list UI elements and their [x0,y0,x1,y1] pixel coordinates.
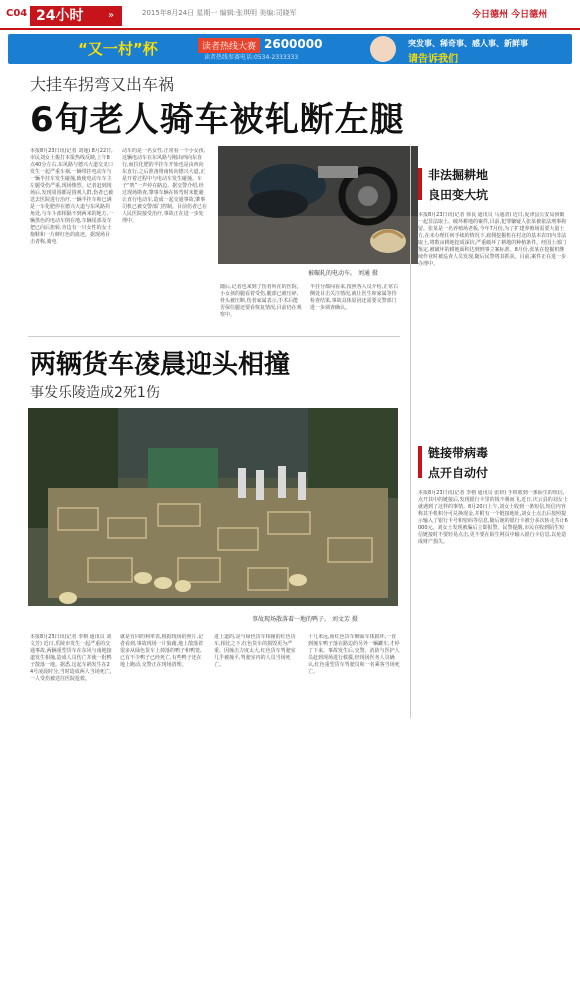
page-number: C04 [6,8,28,19]
newspaper-logo: 今日德州 今日德州 [472,10,548,20]
story1-column-2: 动车的是一名女性,正常看一个小女孩,这辆电动车在东风路与刚由西向东直行,而拉化肥的半挂车开始也是由西向东直行,之后准备将南转向德兴大道,正是开着过程中与电动车发生碰撞。车子“咣”一声停在路边。据交警介绍,经过现场勘查,肇事车辆在转弯时未能避让直行电动车,造成一起交通事故,肇事司机已被交警部门控制。目前伤者已在人民医院接受治疗,事故正在进一步处理中。 [122,148,208,224]
ad-person-image [370,36,396,62]
story1-headline: 6旬老人骑车被轧断左腿 [30,100,405,140]
ad-tag: 读者热线大赛 [198,38,260,53]
scooter-illustration [218,146,418,264]
ad-slogan: “又一村”杯 [78,40,158,58]
story2-headline: 两辆货车凌晨迎头相撞 [30,350,291,380]
story1-kicker: 大挂车拐弯又出车祸 [30,75,175,94]
sidebar-story2-body: 本报8月23日讯(记者 李榕 通讯员 张妍) 手机收到一条陌生的短信,点开其中的链接后,发现银行卡里的钱不翼而飞,近日,庆云县的刘女士就遇到了这样的事情。8月20日上午,刘女士收到一条短信,短信内容称其手机积分可兑换现金,并附有一个链接地址,刘女士点击后按照提示输入了银行卡号和密码等信息,随后她的银行卡被分多次转走共计6000元。刘女士发现被骗后立即报警。民警提醒,市民在收到陌生短信链接时不要轻易点击,更不要在陌生网页中输入银行卡信息,以免造成财产损失。 [418,490,568,545]
dateline: 2015年8月24日 星期一 编辑:张琪明 美编:司晓军 [142,9,297,17]
story2-photo-caption: 事故现场散落着一地的鸭子。 刘文芳 摄 [252,616,358,623]
ad-right-line1: 突发事、稀奇事、感人事、新鲜事 [408,39,528,48]
section-title: 24小时 [30,6,122,26]
story2-column-1: 本报8月23日讯(记者 李榕 通讯员 刘文芳) 近日,乐陵市发生一起严重的交通事故,两辆重型货车在东风与南地接道发生相撞,造成人员伤亡并使一批鸭子散落一地。据悉,这起车祸发生在24号凌晨时分,当时造成两人当场死亡,一人受伤被送往医院抢救。 [30,634,112,682]
sidebar-accent-bar [418,168,422,200]
sidebar-story1-headline-2: 良田变大坑 [428,188,489,202]
accident-scene-illustration [28,408,398,606]
ad-right-line2: 请告诉我们 [408,54,458,65]
section-divider [28,336,400,337]
ad-note: 读者热线参赛电话:0534-2333333 [204,54,299,61]
story2-column-2: 就是有同的利率表,根据现场的照片,记者看到,事故现场一片狼藉,地上散落着很多从绿色货车上掉落的鸭子和鸭笼,已有不少鸭子已经死亡,有些鸭子还在地上跑动,交警正在现场清理。 [120,634,204,668]
column-separator [410,146,411,718]
story1-column-4: 半挂分都闯看来,按照各人员介绍,正常右侧处目击关注情况,就让医生和家属等待检查结果,事故具体原因还需要交警部门进一步调查确认。 [310,284,399,311]
sidebar-story2-headline-2: 点开自动付 [428,466,489,480]
story1-photo-caption: 被碾轧的电动车。 刘通 摄 [308,270,378,277]
sidebar-story1-body: 本报8月23日讯(记者 徐良 通讯员 马通清) 近日,夏津县公安局侦破一起非法取土、破坏耕地的案件,目前,犯罪嫌疑人张某被依法刑事拘留。张某是一名养殖场老板,今年7月份,为了扩建养殖场需要大量土方,在未办理任何手续的情况下,雇佣挖掘机在村北的基本农田内非法取土,将数亩耕地挖成深坑,严重破坏了耕地的种植条件。经国土部门鉴定,被破坏的耕地面积达到刑事立案标准。8月份,张某在挖掘机继续作业时被巡查人员发现,随后民警将其抓获。目前,案件正在进一步办理中。 [418,212,567,267]
sidebar-story1-headline-1: 非法掘耕地 [428,168,489,182]
story2-photo [28,408,398,606]
chevron-right-icon: » [108,10,115,21]
story1-column-3: 随后,记者也来到了伤者所在的医院。小女孩的腿看着受伤,腿部已被压碎,骨头被压断,伤者家属表示,手术后能否保住腿还要看恢复情况,目前仍在观察中。 [220,284,302,318]
sidebar-accent-bar [418,446,422,478]
story2-column-3: 进上道的,是与绿色货车相撞的红色货车,相比之下,红色货车的损毁更为严重。因撞击力度太大,红色货车驾驶室几乎被撞平,驾驶室内的人员当场死亡。 [214,634,296,668]
story1-photo [218,146,418,264]
story2-column-4: 十几米远,而红色货车侧面车体损坏,一直到撞车鸭子落在路边的另外一辆罐车,才停了下来。事故发生后,交警、消防与医护人员赶到现场进行救援,经现场医务人员确认,红色重型货车驾驶员和一名乘客当场死亡。 [308,634,400,675]
story2-subhead: 事发乐陵造成2死1伤 [30,385,160,401]
ad-banner[interactable] [8,34,572,64]
story1-column-1: 本报8月23日讯(记者 刘通) 8月22日,市民刘女士拨打本报热线反映,上午8点40分左右,东风路与德兴大道交叉口发生一起严重车祸,一辆带挂电动车与一辆半挂车发生碰撞,致使电动车车主左腿受伤严重,现场惨烈。记者赶到现场后,发现周围都是围观人群,伤者已被送去医院进行治疗,一辆半挂车和已满是一车化肥停在德兴大道与东风路拐角处,与车斗部相隔不到两米的地方,一辆黑色的电动车倒在地,车辆尾部及车把已向后扭转,旁边有一只女性的女士拖鞋和一片鲜红色的血迹。据现场目击者称,骑电 [30,148,114,245]
sidebar-story2-headline-1: 链接带病毒 [428,446,489,460]
ad-prize: 2600000 [264,37,323,51]
